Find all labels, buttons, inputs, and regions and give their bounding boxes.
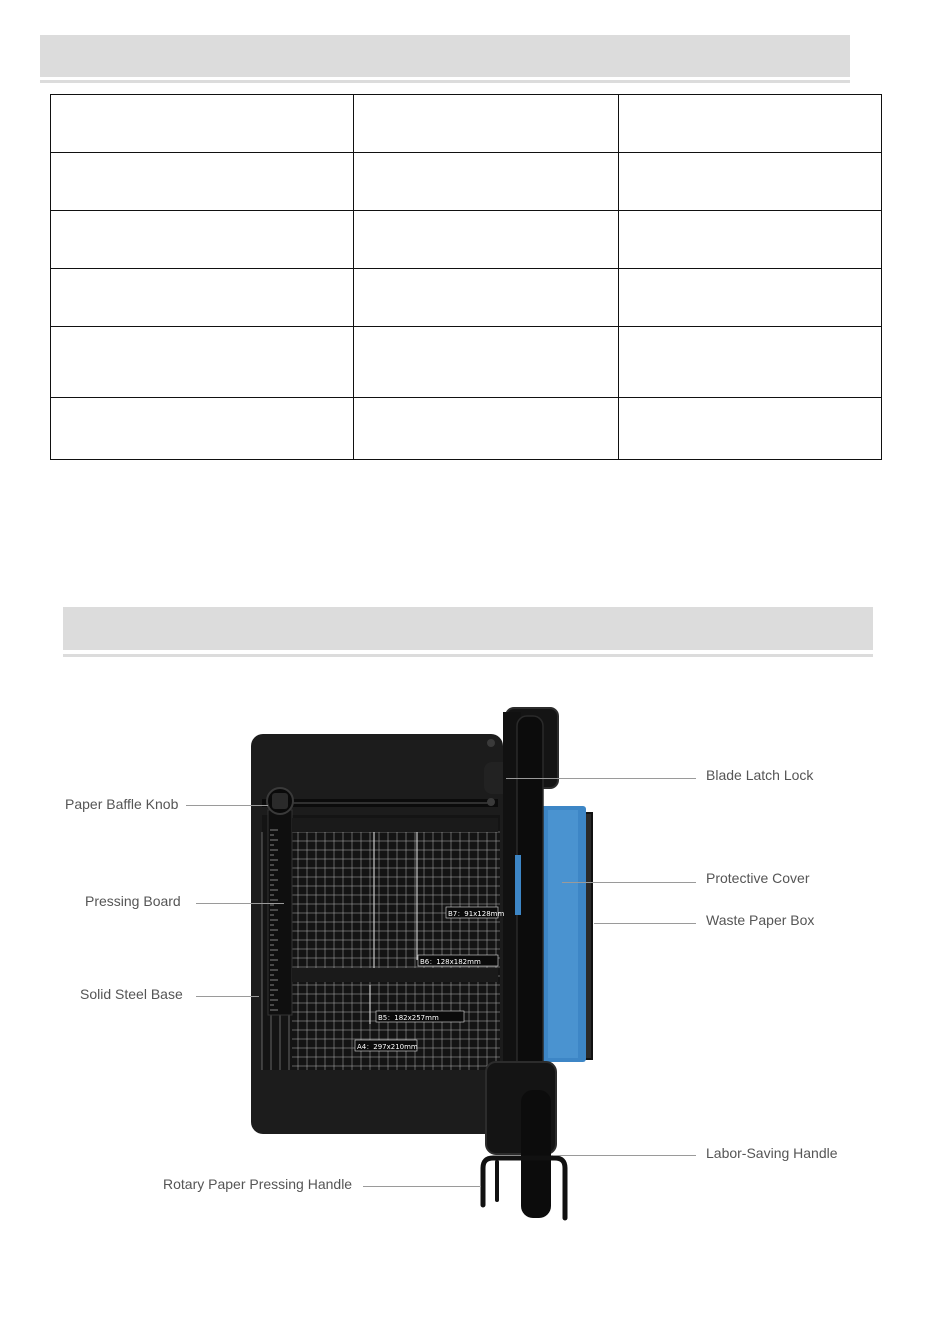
callout-solid-steel-base: Solid Steel Base (80, 986, 183, 1002)
callout-protective-cover: Protective Cover (706, 870, 810, 886)
labor-saving-handle-shape (521, 1090, 551, 1218)
callout-pressing-board: Pressing Board (85, 893, 181, 909)
leader-rotary-handle (363, 1186, 481, 1187)
callout-blade-latch-lock: Blade Latch Lock (706, 767, 814, 783)
size-label-a4: A4：297x210mm (357, 1043, 418, 1051)
size-label-b7: B7：91x128mm (448, 910, 505, 918)
leader-solid-steel-base (196, 996, 259, 997)
callout-rotary-handle: Rotary Paper Pressing Handle (163, 1176, 353, 1192)
pressing-board-shape (268, 810, 292, 1015)
leader-labor-saving-handle (553, 1155, 696, 1156)
cutting-grid-board (262, 815, 500, 1070)
leader-protective-cover (562, 882, 696, 883)
leader-waste-paper-box (594, 923, 696, 924)
leader-blade-latch-lock (506, 778, 696, 779)
callout-waste-paper-box: Waste Paper Box (706, 912, 815, 928)
leader-pressing-board (196, 903, 284, 904)
size-label-b6: B6：128x182mm (420, 958, 481, 966)
callout-paper-baffle-knob: Paper Baffle Knob (65, 796, 179, 812)
size-label-b5: B5：182x257mm (378, 1014, 439, 1022)
leader-paper-baffle-knob (186, 805, 268, 806)
callout-labor-saving-handle: Labor-Saving Handle (706, 1145, 838, 1161)
